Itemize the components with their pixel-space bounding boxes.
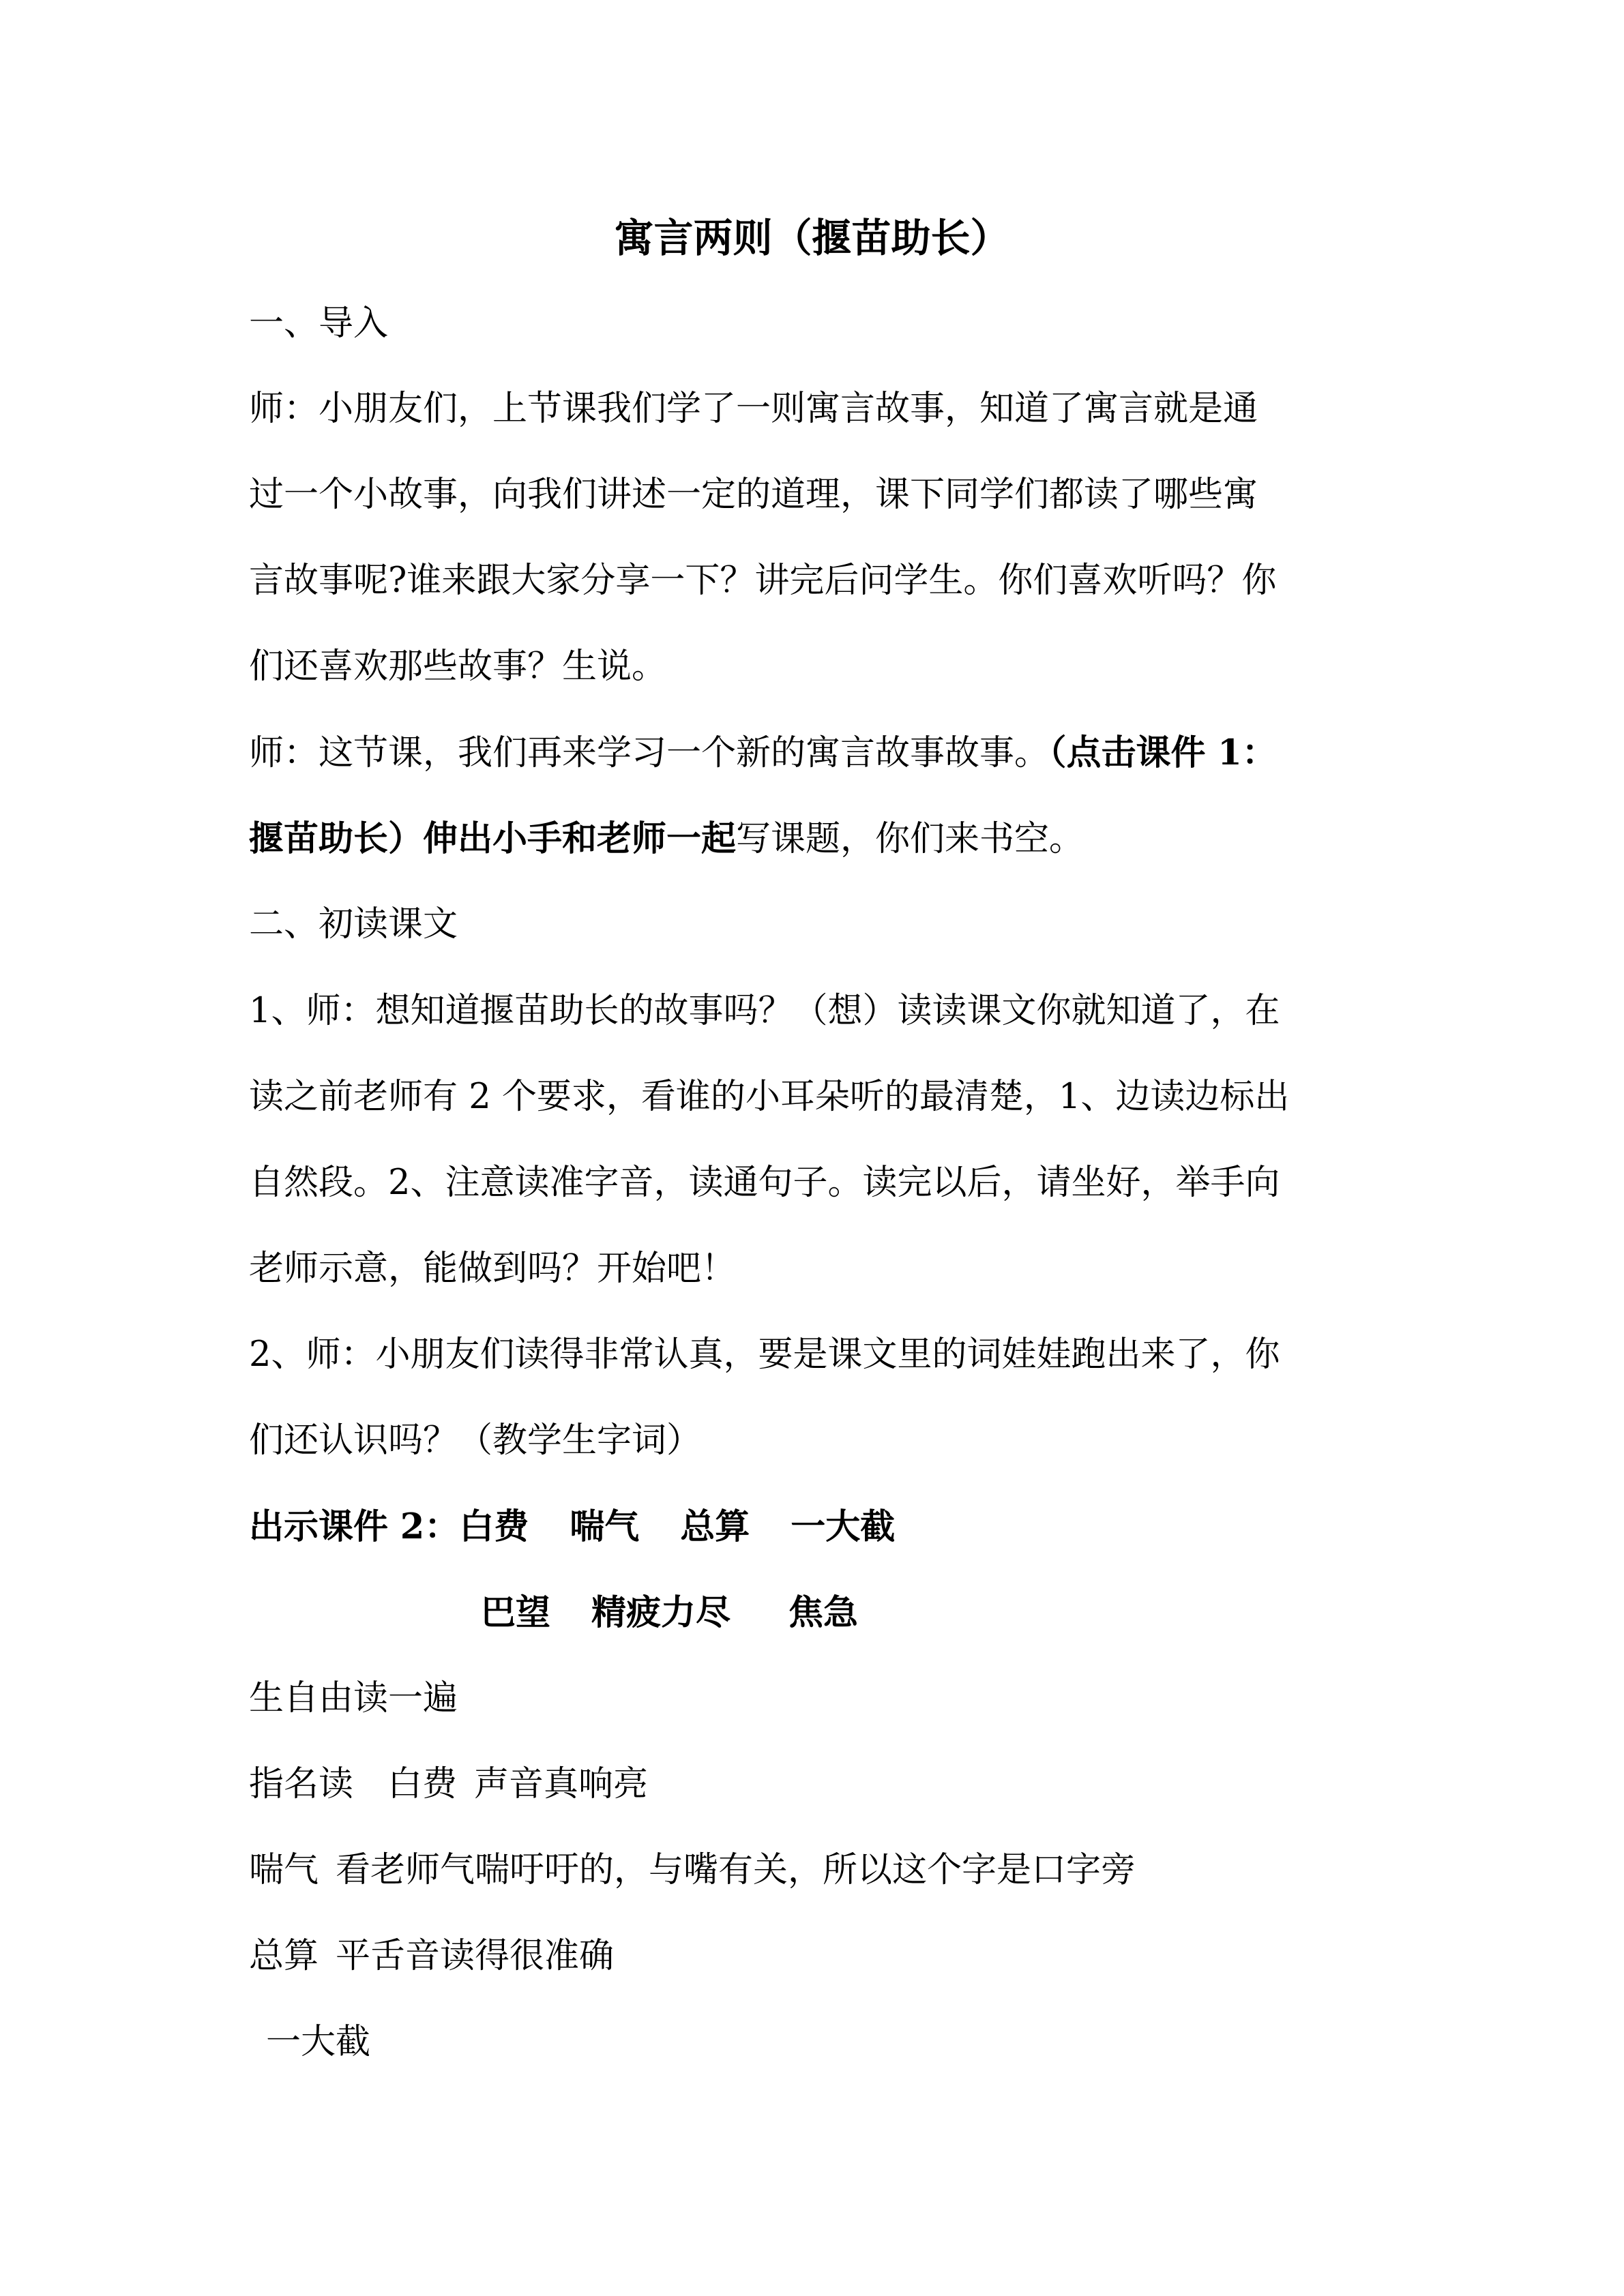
teacher-comment: 平舌音读得很准确	[336, 1936, 615, 1976]
paragraph-line: 读之前老师有 2 个要求，看谁的小耳朵听的最清楚，1、边读边标出	[249, 1077, 1290, 1117]
free-read-line: 生自由读一遍	[249, 1678, 458, 1718]
vocab-word: 白费	[459, 1506, 529, 1547]
vocab-word: 总算	[680, 1506, 750, 1547]
vocab-word: 巴望	[481, 1592, 551, 1633]
section-heading-first-reading: 二、初读课文	[249, 904, 458, 944]
chuanqi-line	[249, 1849, 1395, 1892]
document-title: 寓言两则（揠苗助长）	[614, 215, 1010, 261]
vocab-word: 喘气	[570, 1506, 640, 1547]
vocab-word: 喘气	[249, 1850, 319, 1890]
vocab-word: 精疲力尽	[591, 1592, 731, 1633]
section-heading-intro: 一、导入	[249, 303, 389, 344]
courseware-note: （点击课件 1：	[1049, 732, 1277, 773]
courseware-row-1	[249, 1505, 1395, 1549]
vocab-word: 焦急	[788, 1592, 859, 1633]
paragraph-line: 老师示意，能做到吗？开始吧！	[249, 1249, 737, 1289]
paragraph-line: 们还喜欢那些故事？生说。	[249, 646, 667, 687]
paragraph-line: 过一个小故事，向我们讲述一定的道理，课下同学们都读了哪些寓	[249, 475, 1258, 515]
paragraph-line	[249, 817, 1395, 861]
paragraph-text: 写课题，你们来书空。	[736, 819, 1084, 859]
yidajie-line: 一大截	[266, 2022, 371, 2062]
courseware-row-2	[481, 1591, 1624, 1635]
courseware-label: 出示课件 2：	[249, 1506, 460, 1547]
vocab-word: 一大截	[791, 1506, 896, 1547]
vocab-word: 白费	[387, 1764, 458, 1804]
named-read-line	[249, 1763, 1395, 1806]
paragraph-line: 言故事呢?谁来跟大家分享一下？讲完后问学生。你们喜欢听吗？你	[249, 561, 1277, 601]
teacher-comment: 声音真响亮	[474, 1764, 649, 1804]
paragraph-line: 们还认识吗？（教学生字词）	[249, 1420, 702, 1461]
paragraph-line	[249, 731, 1395, 775]
paragraph-line: 师：小朋友们，上节课我们学了一则寓言故事，知道了寓言就是通	[249, 389, 1258, 429]
paragraph-line: 1、师：想知道揠苗助长的故事吗？（想）读读课文你就知道了，在	[249, 991, 1280, 1031]
teacher-comment: 看老师气喘吁吁的，与嘴有关，所以这个字是口字旁	[336, 1850, 1136, 1890]
paragraph-line: 2、师：小朋友们读得非常认真，要是课文里的词娃娃跑出来了，你	[249, 1335, 1280, 1375]
named-read-label: 指名读	[249, 1764, 354, 1804]
paragraph-line: 自然段。2、注意读准字音，读通句子。读完以后，请坐好，举手向	[249, 1163, 1280, 1203]
vocab-word: 总算	[249, 1936, 319, 1976]
paragraph-text: 师：这节课，我们再来学习一个新的寓言故事故事。	[249, 733, 1050, 773]
zongsuan-line	[249, 1935, 1395, 1978]
courseware-note: 揠苗助长）伸出小手和老师一起	[249, 818, 737, 859]
